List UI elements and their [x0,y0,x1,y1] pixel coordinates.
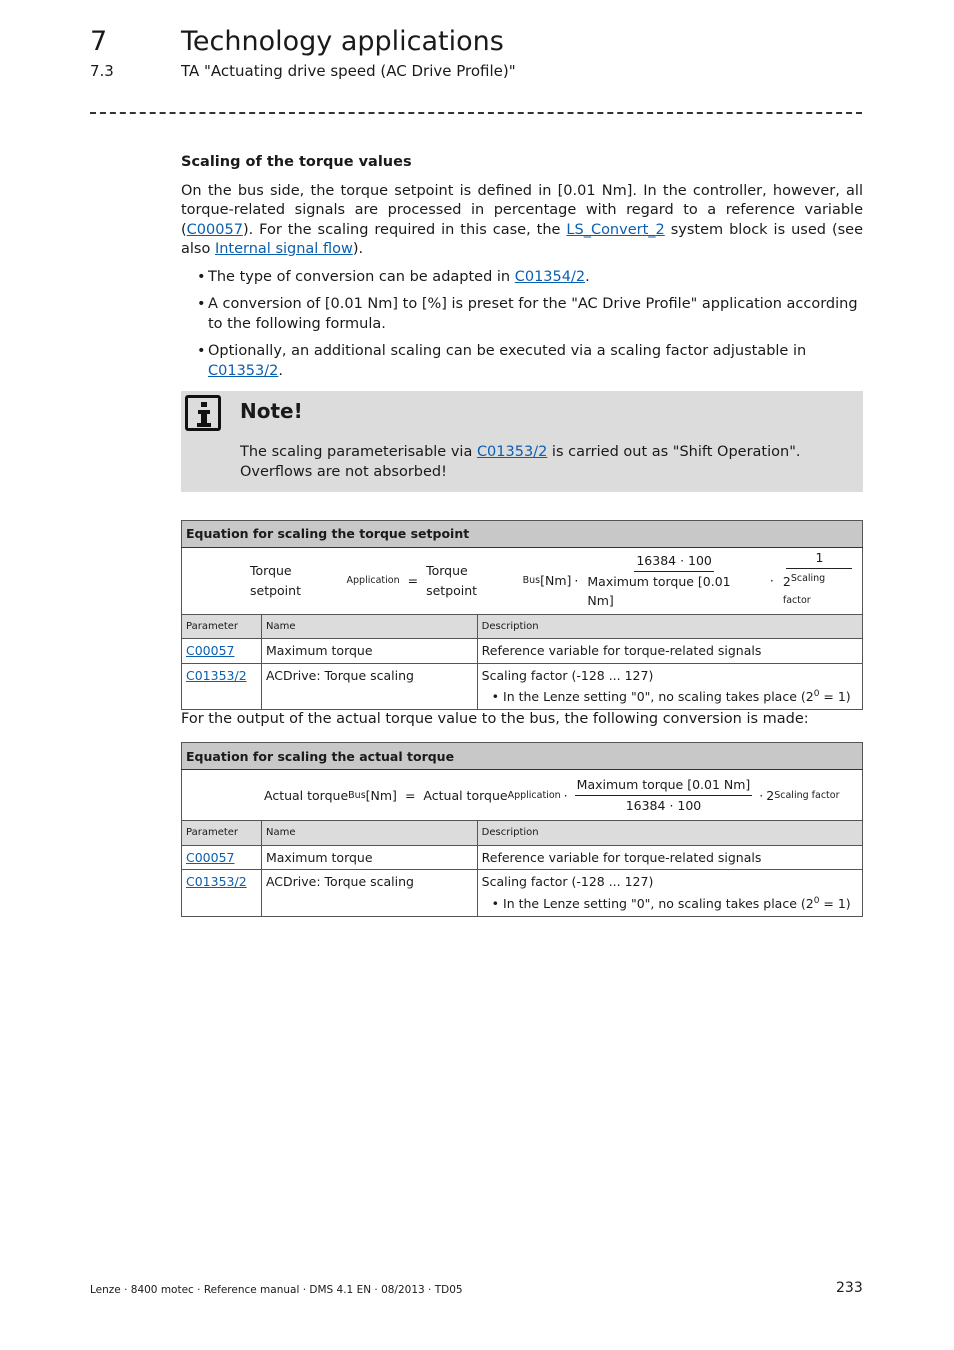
table-row: C01353/2 ACDrive: Torque scaling Scaling factor (-128 ... 127) • In the Lenze setting "0", no scaling takes place $(2^0 = 1)$ [182,663,863,709]
link-ls-convert-2[interactable]: LS_Convert_2 [566,221,665,238]
section-number: 7.3 [90,62,114,80]
list-item: • Optionally, an additional scaling can be executed via a scaling factor adjustable in C01353/2. [181,342,863,381]
table-row: C01353/2 ACDrive: Torque scaling Scaling factor (-128 ... 127) • In the Lenze setting "0", no scaling takes place $(2^0 = 1)$ [182,870,863,916]
link-c00057-table2[interactable]: C00057 [186,849,235,865]
section-title: TA "Actuating drive speed (AC Drive Profile)" [181,62,516,80]
page-number: 233 [836,1280,863,1296]
main-content [181,153,863,917]
link-c01353-2[interactable]: C01353/2 [208,362,279,379]
formula-cell [182,770,863,821]
note-title: Note! [240,399,303,423]
list-item: • A conversion of [0.01 Nm] to [%] is preset for the "AC Drive Profile" application according to the following formula. [181,295,863,334]
link-internal-signal-flow[interactable]: Internal signal flow [214,241,353,257]
between-paragraph: For the output of the actual torque value to the bus, the following conversion is made: [181,710,809,727]
table-header-row: Parameter Name Description [182,821,863,846]
link-c01353-2-note[interactable]: C01353/2 [476,444,548,460]
chapter-number: 7 [90,26,108,57]
formula-cell [182,548,863,615]
fraction: $\frac{\text{Maximum torque [0.01 Nm]}}{16384 \cdot 100}$ [576,777,751,813]
fraction: $\frac{1}{2^{Scaling factor}}$ [781,548,858,614]
link-c00057-table[interactable]: C00057 [186,643,235,659]
table-row: C00057 Maximum torque Reference variable for torque-related signals [182,639,863,664]
footer-text: Lenze · 8400 motec · Reference manual · DMS 4.1 EN · 08/2013 · TD05 [90,1284,463,1296]
table-title: Equation for scaling the actual torque [182,743,863,770]
link-c01354-2[interactable]: C01354/2 [514,268,586,285]
link-c01353-2-table2[interactable]: C01353/2 [186,874,247,890]
list-item: • The type of conversion can be adapted in C01354/2. [181,268,863,288]
link-c01353-2-table[interactable]: C01353/2 [186,667,247,683]
chapter-title: Technology applications [181,26,504,57]
torque-setpoint-formula: Torque setpoint Application = Torque setpoint Bus [Nm] · $\frac{16384 \cdot 100}{\text{Maximum torque [0.01 Nm]}}$ · $\frac{1}{2^{Scaling factor}}$ [182,548,862,614]
table-title: Equation for scaling the torque setpoint [182,521,863,548]
note-text: The scaling parameterisable via C01353/2 is carried out as "Shift Operation". Overflows are not absorbed! [240,444,801,480]
header-divider [90,112,862,114]
table-row: C00057 Maximum torque Reference variable for torque-related signals [182,845,863,870]
torque-setpoint-table [181,520,863,710]
table-header-row: Parameter Name Description [182,614,863,639]
section-heading: Scaling of the torque values [181,154,412,170]
info-icon [185,395,221,431]
fraction: $\frac{16384 \cdot 100}{\text{Maximum torque [0.01 Nm]}}$ [587,553,731,609]
intro-paragraph: On the bus side, the torque setpoint is defined in [0.01 Nm]. In the controller, however, all torque-related signals are processed in percentage with regard to a reference variable (C00057). For the scaling required in this case, the LS_Convert_2 system block is used (see also Internal signal flow). [181,182,863,257]
bullet-list [181,268,863,382]
actual-torque-formula: Actual torque Bus [Nm] = Actual torque Application · $\frac{\text{Maximum torque [0.01 Nm]}}{16384 \cdot 100}$ · 2 Scaling factor [182,775,862,815]
note-box [181,391,863,492]
actual-torque-table [181,742,863,916]
link-c00057[interactable]: C00057 [186,221,243,238]
